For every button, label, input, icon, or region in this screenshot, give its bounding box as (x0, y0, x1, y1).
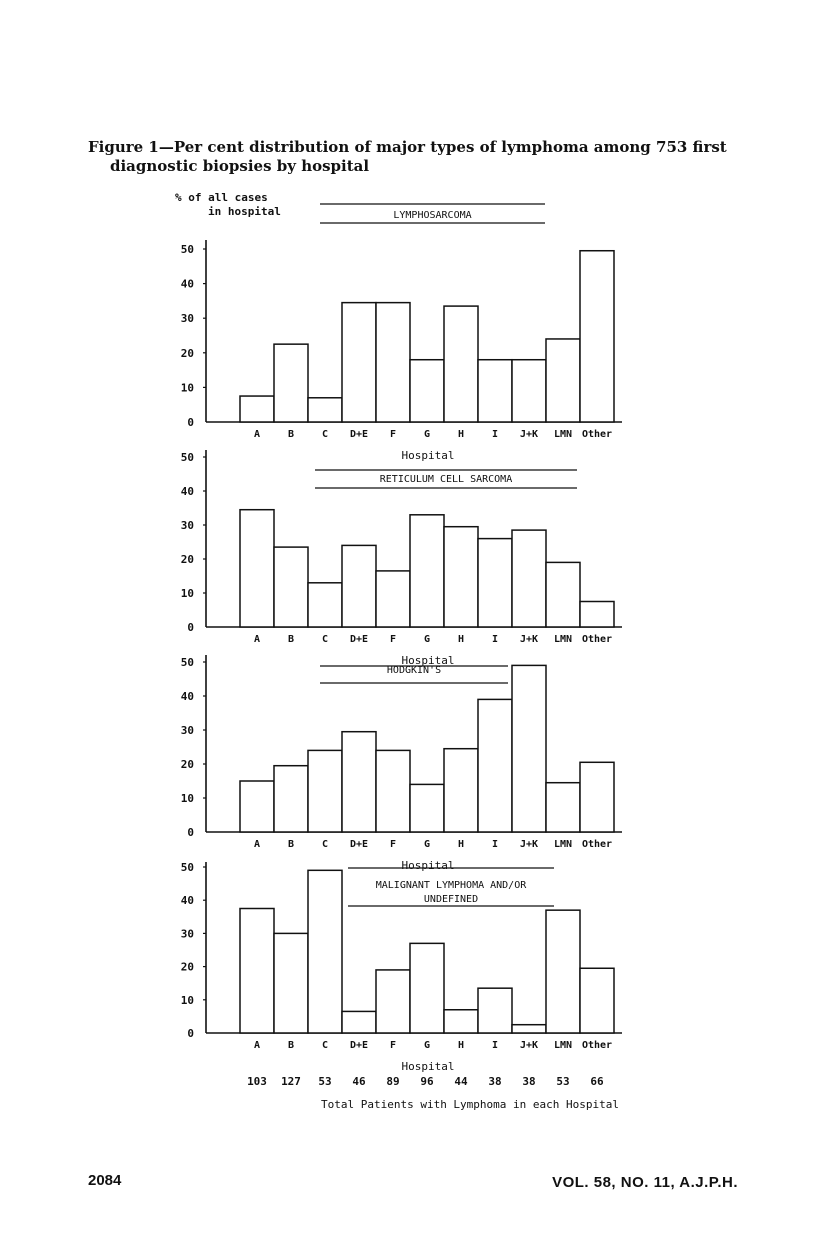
x-tick-label: B (287, 1040, 295, 1051)
y-tick-label: 10 (180, 587, 194, 600)
x-tick-label: G (423, 839, 431, 850)
x-tick-label: D+E (349, 634, 369, 645)
x-tick-label: H (457, 839, 465, 850)
chart-title: MALIGNANT LYMPHOMA AND/OR (375, 880, 527, 891)
x-axis-label: Hospital (401, 654, 455, 667)
y-tick-label: 10 (180, 381, 194, 395)
bar (512, 1025, 546, 1033)
bar (240, 510, 274, 627)
x-tick-label: G (423, 1040, 431, 1051)
x-tick-label: A (253, 634, 261, 645)
x-tick-label: Other (581, 634, 613, 645)
x-tick-label: I (491, 429, 499, 440)
chart-title: RETICULUM CELL SARCOMA (379, 474, 513, 485)
x-tick-label: G (423, 429, 431, 440)
bar (308, 398, 342, 422)
bar (410, 360, 444, 422)
x-axis-label: Hospital (401, 449, 455, 462)
chart-title: LYMPHOSARCOMA (393, 210, 472, 221)
bar (274, 933, 308, 1033)
bar (342, 732, 376, 832)
y-axis-title-2: in hospital (208, 205, 281, 218)
total-value: 127 (281, 1075, 301, 1088)
chart-title-line2: UNDEFINED (423, 894, 479, 905)
total-value: 66 (590, 1075, 604, 1088)
x-tick-label: LMN (553, 429, 573, 440)
y-tick-label: 20 (180, 553, 194, 566)
bar (580, 251, 614, 422)
chart-title: HODGKIN'S (386, 665, 442, 676)
y-tick-label: 30 (180, 312, 194, 326)
bar (444, 1010, 478, 1033)
bar (444, 306, 478, 422)
bar (546, 339, 580, 422)
x-tick-label: D+E (349, 1040, 369, 1051)
y-tick-label: 20 (180, 960, 194, 974)
y-tick-label: 50 (180, 451, 194, 464)
y-axis-title: % of all cases (175, 191, 268, 204)
x-tick-label: A (253, 429, 261, 440)
x-tick-label: J+K (519, 839, 539, 850)
total-value: 38 (488, 1075, 502, 1088)
bar (478, 539, 512, 627)
x-tick-label: Other (581, 429, 613, 440)
y-tick-label: 0 (187, 826, 194, 839)
total-value: 44 (454, 1075, 468, 1088)
bar (240, 909, 274, 1034)
x-tick-label: I (491, 1040, 499, 1051)
bar (546, 910, 580, 1033)
total-value: 103 (247, 1075, 267, 1088)
y-tick-label: 10 (180, 792, 194, 805)
x-tick-label: Other (581, 839, 613, 850)
x-tick-label: LMN (553, 839, 573, 850)
x-tick-label: H (457, 634, 465, 645)
y-tick-label: 20 (180, 346, 194, 360)
bar (376, 303, 410, 422)
bar (410, 515, 444, 627)
bar (410, 784, 444, 832)
bar (478, 699, 512, 832)
bar (376, 750, 410, 832)
x-tick-label: B (287, 839, 295, 850)
bar (342, 303, 376, 422)
x-tick-label: J+K (519, 634, 539, 645)
bar (512, 360, 546, 422)
bar (410, 943, 444, 1033)
y-tick-label: 10 (180, 993, 194, 1007)
total-value: 38 (522, 1075, 536, 1088)
y-tick-label: 30 (180, 519, 194, 532)
x-tick-label: F (389, 839, 397, 850)
bar (274, 766, 308, 832)
x-tick-label: I (491, 839, 499, 850)
x-tick-label: C (321, 839, 329, 850)
bar (546, 783, 580, 832)
bar (240, 396, 274, 422)
chart-panel (181, 204, 622, 462)
bar (512, 665, 546, 832)
bar (376, 970, 410, 1033)
chart-panel (181, 861, 622, 1073)
x-tick-label: F (389, 1040, 397, 1051)
bar (478, 360, 512, 422)
x-axis-label: Hospital (401, 859, 455, 872)
total-value: 96 (420, 1075, 434, 1088)
x-tick-label: C (321, 429, 329, 440)
figure-caption: Figure 1—Per cent distribution of major types of lymphoma among 753 first diagnostic biopsies by hospital (88, 138, 727, 175)
x-tick-label: B (287, 634, 295, 645)
bar (240, 781, 274, 832)
x-tick-label: A (253, 839, 261, 850)
totals-label: Total Patients with Lymphoma in each Hospital (320, 1098, 620, 1111)
bar (478, 988, 512, 1033)
page-number: 2084 (88, 1172, 122, 1189)
x-tick-label: D+E (349, 839, 369, 850)
bar (308, 870, 342, 1033)
y-tick-label: 0 (187, 416, 194, 429)
bar (512, 530, 546, 627)
x-tick-label: H (457, 429, 465, 440)
x-tick-label: Other (581, 1040, 613, 1051)
x-tick-label: H (457, 1040, 465, 1051)
x-tick-label: D+E (349, 429, 369, 440)
chart-panel (181, 655, 622, 872)
x-tick-label: C (321, 634, 329, 645)
x-tick-label: J+K (519, 1040, 539, 1051)
bar (342, 1011, 376, 1033)
bar (580, 968, 614, 1033)
y-tick-label: 50 (180, 656, 194, 669)
bar (376, 571, 410, 627)
x-tick-label: F (389, 429, 397, 440)
total-value: 53 (318, 1075, 332, 1088)
bar (444, 527, 478, 627)
x-tick-label: LMN (553, 1040, 573, 1051)
x-tick-label: C (321, 1040, 329, 1051)
x-tick-label: J+K (519, 429, 539, 440)
bar (308, 583, 342, 627)
y-tick-label: 40 (180, 485, 194, 498)
total-value: 46 (352, 1075, 366, 1088)
total-value: 89 (386, 1075, 400, 1088)
y-tick-label: 30 (180, 927, 194, 941)
bar (308, 750, 342, 832)
y-tick-label: 20 (180, 758, 194, 771)
x-tick-label: A (253, 1040, 261, 1051)
bar (580, 762, 614, 832)
y-tick-label: 0 (187, 1027, 194, 1040)
bar (274, 547, 308, 627)
bar (444, 749, 478, 832)
x-tick-label: I (491, 634, 499, 645)
x-axis-label: Hospital (401, 1060, 455, 1073)
y-tick-label: 40 (180, 894, 194, 908)
x-tick-label: G (423, 634, 431, 645)
total-value: 53 (556, 1075, 570, 1088)
y-tick-label: 30 (180, 724, 194, 737)
x-tick-label: LMN (553, 634, 573, 645)
y-tick-label: 50 (180, 861, 194, 874)
y-tick-label: 0 (187, 621, 194, 634)
y-tick-label: 40 (180, 690, 194, 703)
totals-row (247, 1075, 604, 1088)
y-tick-label: 50 (180, 243, 194, 256)
y-tick-label: 40 (180, 277, 194, 291)
x-tick-label: B (287, 429, 295, 440)
bar (580, 602, 614, 628)
chart-panel (181, 450, 622, 667)
journal-reference: VOL. 58, NO. 11, A.J.P.H. (552, 1174, 738, 1191)
bar (546, 562, 580, 627)
bar (342, 545, 376, 627)
bar (274, 344, 308, 422)
x-tick-label: F (389, 634, 397, 645)
